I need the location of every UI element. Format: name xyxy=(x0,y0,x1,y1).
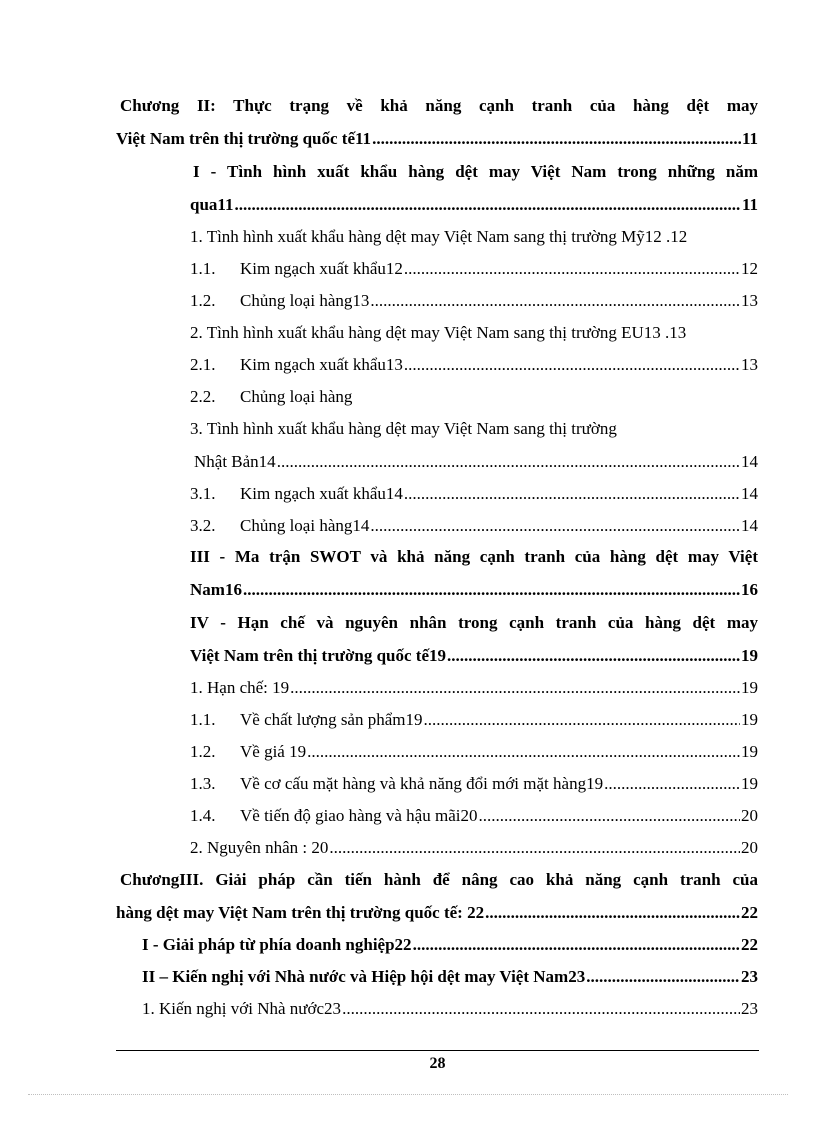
toc-section1-line2[interactable]: qua11 ..... 11 xyxy=(190,195,758,215)
leader-dots xyxy=(342,999,740,1019)
leader-dots xyxy=(370,516,740,536)
toc-item-3-line1[interactable]: 3. Tình hình xuất khẩu hàng dệt may Việt Nam sang thị trường xyxy=(190,419,617,438)
toc-item-2-1[interactable]: 2.1. Kim ngạch xuất khẩu13 ..... 13 xyxy=(190,355,758,375)
toc-section3-line1: III - Ma trận SWOT và khả năng cạnh tranh của hàng dệt may Việt xyxy=(190,547,758,566)
leader-dots xyxy=(370,291,740,311)
toc-item-4-1-4[interactable]: 1.4. Về tiến độ giao hàng và hậu mãi20 ..... 20 xyxy=(190,806,758,826)
toc-solution-1[interactable]: I - Giải pháp từ phía doanh nghiệp22 ..... 22 xyxy=(142,935,758,955)
leader-dots xyxy=(404,259,740,279)
toc-item-3-2[interactable]: 3.2. Chủng loại hàng14 ..... 14 xyxy=(190,516,758,536)
leader-dots xyxy=(478,806,740,826)
leader-dots xyxy=(307,742,740,762)
leader-dots xyxy=(586,967,740,987)
leader-dots xyxy=(424,710,741,730)
leader-dots xyxy=(604,774,740,794)
toc-chapter2-line1: Chương II: Thực trạng về khả năng cạnh tranh của hàng dệt may xyxy=(120,96,758,115)
leader-dots xyxy=(329,838,740,858)
leader-dots xyxy=(234,195,740,215)
page-boundary xyxy=(28,1094,788,1095)
toc-item-4-1-2[interactable]: 1.2. Về giá 19 ..... 19 xyxy=(190,742,758,762)
toc-item-4-1[interactable]: 1. Hạn chế: 19 ..... 19 xyxy=(190,678,758,698)
page-number: 28 xyxy=(429,1055,446,1072)
leader-dots xyxy=(447,646,740,666)
toc-solution-2[interactable]: II – Kiến nghị với Nhà nước và Hiệp hội dệt may Việt Nam23 ..... 23 xyxy=(142,967,758,987)
leader-dots xyxy=(243,580,740,600)
toc-item-1-2[interactable]: 1.2. Chủng loại hàng13 ..... 13 xyxy=(190,291,758,311)
leader-dots xyxy=(372,129,741,149)
toc-section4-line2[interactable]: Việt Nam trên thị trường quốc tế19 ..... 19 xyxy=(190,646,758,666)
toc-chapter3-line2[interactable]: hàng dệt may Việt Nam trên thị trường quốc tế: 22 ..... 22 xyxy=(116,903,758,923)
toc-section3-line2[interactable]: Nam16 ..... 16 xyxy=(190,580,758,600)
footer-divider xyxy=(116,1050,759,1051)
toc-solution-2-1[interactable]: 1. Kiến nghị với Nhà nước23 ..... 23 xyxy=(142,999,758,1019)
leader-dots xyxy=(485,903,740,923)
leader-dots xyxy=(404,484,740,504)
toc-item-4-1-3[interactable]: 1.3. Về cơ cấu mặt hàng và khả năng đổi mới mặt hàng19 ..... 19 xyxy=(190,774,758,794)
toc-section4-line1: IV - Hạn chế và nguyên nhân trong cạnh tranh của hàng dệt may xyxy=(190,613,758,632)
toc-item-2[interactable]: 2. Tình hình xuất khẩu hàng dệt may Việt Nam sang thị trường EU13 .13 xyxy=(190,323,687,342)
leader-dots xyxy=(277,452,740,472)
leader-dots xyxy=(404,355,740,375)
toc-item-2-2[interactable]: 2.2. Chủng loại hàng xyxy=(190,387,353,406)
toc-chapter2-line2[interactable]: Việt Nam trên thị trường quốc tế11 ..... 11 xyxy=(116,129,758,149)
toc-item-1-1[interactable]: 1.1. Kim ngạch xuất khẩu12 ..... 12 xyxy=(190,259,758,279)
toc-chapter3-line1: ChươngIII. Giải pháp cần tiến hành để nâng cao khả năng cạnh tranh của xyxy=(120,870,758,889)
leader-dots xyxy=(413,935,740,955)
toc-item-3-line2[interactable]: Nhật Bản14 ..... 14 xyxy=(194,452,758,472)
toc-section1-line1: I - Tình hình xuất khẩu hàng dệt may Việt Nam trong những năm xyxy=(193,162,758,181)
leader-dots xyxy=(290,678,740,698)
toc-item-4-1-1[interactable]: 1.1. Về chất lượng sản phẩm19 ..... 19 xyxy=(190,710,758,730)
toc-item-1[interactable]: 1. Tình hình xuất khẩu hàng dệt may Việt Nam sang thị trường Mỹ12 .12 xyxy=(190,227,688,246)
toc-item-4-2[interactable]: 2. Nguyên nhân : 20 ..... 20 xyxy=(190,838,758,858)
toc-item-3-1[interactable]: 3.1. Kim ngạch xuất khẩu14 ..... 14 xyxy=(190,484,758,504)
